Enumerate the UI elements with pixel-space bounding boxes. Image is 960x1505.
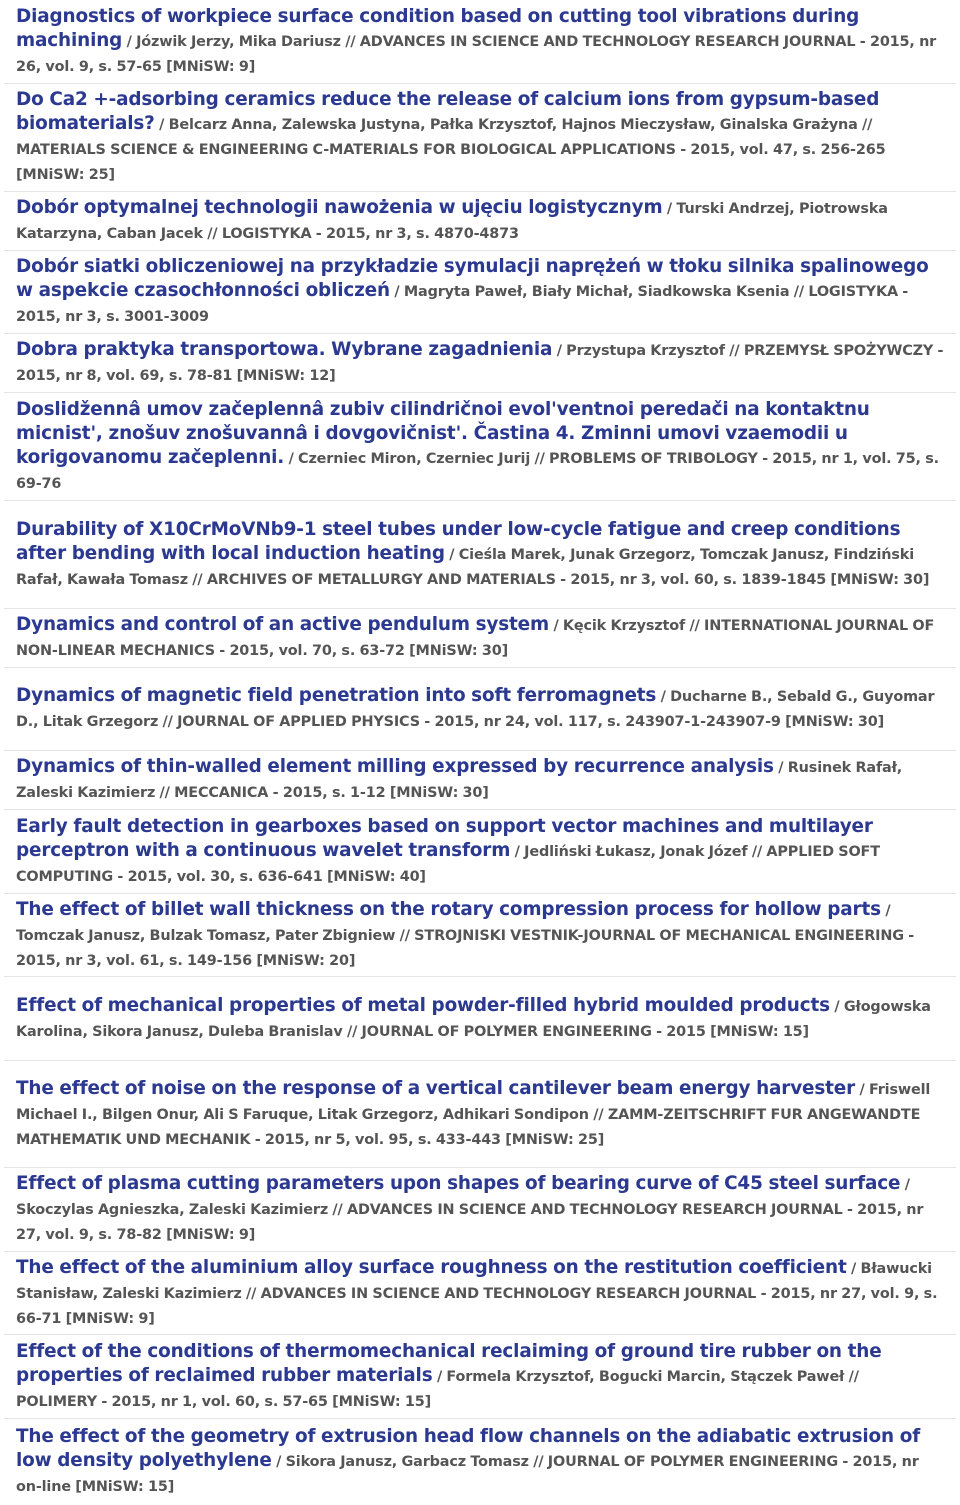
publication-title-link[interactable]: Effect of mechanical properties of metal powder-filled hybrid moulded products: [16, 994, 830, 1016]
publication-title-link[interactable]: Early fault detection in gearboxes based on support vector machines and multilayer perceptron with a continuous wavelet transform: [16, 815, 873, 861]
list-item: [4, 501, 956, 609]
publication-title-link[interactable]: Dobra praktyka transportowa. Wybrane zagadnienia: [16, 339, 553, 360]
list-item: [4, 393, 956, 501]
list-item: [4, 609, 956, 668]
publication-title-link[interactable]: Do Ca2 +-adsorbing ceramics reduce the release of calcium ions from gypsum-based biomaterials?: [16, 89, 880, 134]
publication-title-link[interactable]: Dobór optymalnej technologii nawożenia w ujęciu logistycznym: [16, 197, 663, 218]
list-item: [4, 977, 956, 1061]
publication-title-link[interactable]: The effect of noise on the response of a vertical cantilever beam energy harvester: [16, 1077, 856, 1099]
list-item: [4, 0, 956, 84]
publication-details: / Józwik Jerzy, Mika Dariusz // ADVANCES IN SCIENCE AND TECHNOLOGY RESEARCH JOURNAL - 2015, nr 26, vol. 9, s. 57-65 [MNiSW: 9]: [16, 33, 937, 75]
list-item: [4, 668, 956, 751]
publication-details: / Skoczylas Agnieszka, Zaleski Kazimierz // ADVANCES IN SCIENCE AND TECHNOLOGY RESEARCH JOURNAL - 2015, nr 27, vol. 9, s. 78-82 [MNiSW: 9]: [16, 1177, 924, 1243]
publication-details: / Bławucki Stanisław, Zaleski Kazimierz // ADVANCES IN SCIENCE AND TECHNOLOGY RESEARCH JOURNAL - 2015, nr 27, vol. 9, s. 66-71 [MNiSW: 9]: [16, 1260, 938, 1327]
list-item: [4, 251, 956, 334]
publication-title-link[interactable]: The effect of the geometry of extrusion head flow channels on the adiabatic extrusion of low density polyethylene: [16, 1426, 921, 1471]
list-item: [4, 1252, 956, 1335]
publication-title-link[interactable]: Dobór siatki obliczeniowej na przykładzie symulacji naprężeń w tłoku silnika spalinowego w aspekcie czasochłonności obliczeń: [16, 256, 929, 301]
publication-title-link[interactable]: The effect of the aluminium alloy surface roughness on the restitution coefficient: [16, 1256, 847, 1278]
list-item: [4, 1061, 956, 1168]
list-item: [4, 334, 956, 393]
publication-details: / Formela Krzysztof, Bogucki Marcin, Stączek Paweł // POLIMERY - 2015, nr 1, vol. 60, s. 57-65 [MNiSW: 15]: [16, 1368, 859, 1410]
publication-details: / Tomczak Janusz, Bulzak Tomasz, Pater Zbigniew // STROJNISKI VESTNIK-JOURNAL OF MECHANICAL ENGINEERING - 2015, nr 3, vol. 61, s. 149-156 [MNiSW: 20]: [16, 902, 915, 969]
publication-details: / Czerniec Miron, Czerniec Jurij // PROBLEMS OF TRIBOLOGY - 2015, nr 1, vol. 75, s. 69-76: [16, 450, 939, 492]
publication-title-link[interactable]: Dynamics of magnetic field penetration into soft ferromagnets: [16, 685, 657, 706]
publication-details: / Kęcik Krzysztof // INTERNATIONAL JOURNAL OF NON-LINEAR MECHANICS - 2015, vol. 70, s. 63-72 [MNiSW: 30]: [16, 618, 935, 659]
publication-title-link[interactable]: Diagnostics of workpiece surface condition based on cutting tool vibrations during machining: [16, 5, 860, 51]
publication-details: / Sikora Janusz, Garbacz Tomasz // JOURNAL OF POLYMER ENGINEERING - 2015, nr on-line [MNiSW: 15]: [16, 1454, 919, 1495]
publication-details: / Ducharne B., Sebald G., Guyomar D., Litak Grzegorz // JOURNAL OF APPLIED PHYSICS - 2015, nr 24, vol. 117, s. 243907-1-243907-9 [MNiSW: 30]: [16, 689, 935, 730]
list-item: [4, 894, 956, 977]
publication-details: / Turski Andrzej, Piotrowska Katarzyna, Caban Jacek // LOGISTYKA - 2015, nr 3, s. 4870-4873: [16, 201, 888, 242]
publication-title-link[interactable]: The effect of billet wall thickness on the rotary compression process for hollow parts: [16, 898, 881, 920]
publication-title-link[interactable]: Doslidžennâ umov začeplennâ zubiv cilindričnoi evol'ventnoi peredači na kontaktnu micnist', znošuv znošuvannâ i dovgovičnist'. Častina 4. Zminni umovi vzaemodii u korigovanomu začeplenni.: [16, 398, 870, 468]
publication-details: / Cieśla Marek, Junak Grzegorz, Tomczak Janusz, Findziński Rafał, Kawała Tomasz // ARCHIVES OF METALLURGY AND MATERIALS - 2015, nr 3, vol. 60, s. 1839-1845 [MNiSW: 30]: [16, 546, 930, 588]
publication-title-link[interactable]: Durability of X10CrMoVNb9-1 steel tubes under low-cycle fatigue and creep conditions after bending with local induction heating: [16, 518, 901, 564]
publication-details: / Belcarz Anna, Zalewska Justyna, Pałka Krzysztof, Hajnos Mieczysław, Ginalska Grażyna // MATERIALS SCIENCE & ENGINEERING C-MATERIALS FOR BIOLOGICAL APPLICATIONS - 2015, vol. 47, s. 256-265 [MNiSW: 25]: [16, 117, 886, 183]
publication-details: / Przystupa Krzysztof // PRZEMYSŁ SPOŻYWCZY - 2015, nr 8, vol. 69, s. 78-81 [MNiSW: 12]: [16, 343, 944, 384]
list-item: [4, 84, 956, 192]
publication-title-link[interactable]: Effect of plasma cutting parameters upon shapes of bearing curve of C45 steel surface: [16, 1173, 901, 1194]
publication-title-link[interactable]: Effect of the conditions of thermomechanical reclaiming of ground tire rubber on the properties of reclaimed rubber materials: [16, 1340, 882, 1386]
list-item: [4, 751, 956, 810]
publication-title-link[interactable]: Dynamics of thin-walled element milling expressed by recurrence analysis: [16, 756, 774, 777]
publication-details: / Rusinek Rafał, Zaleski Kazimierz // MECCANICA - 2015, s. 1-12 [MNiSW: 30]: [16, 760, 903, 801]
publication-title-link[interactable]: Dynamics and control of an active pendulum system: [16, 614, 549, 635]
publication-details: / Magryta Paweł, Biały Michał, Siadkowska Ksenia // LOGISTYKA - 2015, nr 3, s. 3001-3009: [16, 284, 909, 325]
publication-details: / Jedliński Łukasz, Jonak Józef // APPLIED SOFT COMPUTING - 2015, vol. 30, s. 636-641 [MNiSW: 40]: [16, 843, 880, 885]
publication-details: / Friswell Michael I., Bilgen Onur, Ali S Faruque, Litak Grzegorz, Adhikari Sondipon // ZAMM-ZEITSCHRIFT FUR ANGEWANDTE MATHEMATIK UND MECHANIK - 2015, nr 5, vol. 95, s. 433-443 [MNiSW: 25]: [16, 1081, 931, 1148]
list-item: [4, 1419, 956, 1505]
list-item: [4, 192, 956, 251]
list-item: [4, 1168, 956, 1252]
list-item: [4, 810, 956, 894]
publication-details: / Głogowska Karolina, Sikora Janusz, Duleba Branislav // JOURNAL OF POLYMER ENGINEERING - 2015 [MNiSW: 15]: [16, 998, 931, 1040]
list-item: [4, 1335, 956, 1419]
